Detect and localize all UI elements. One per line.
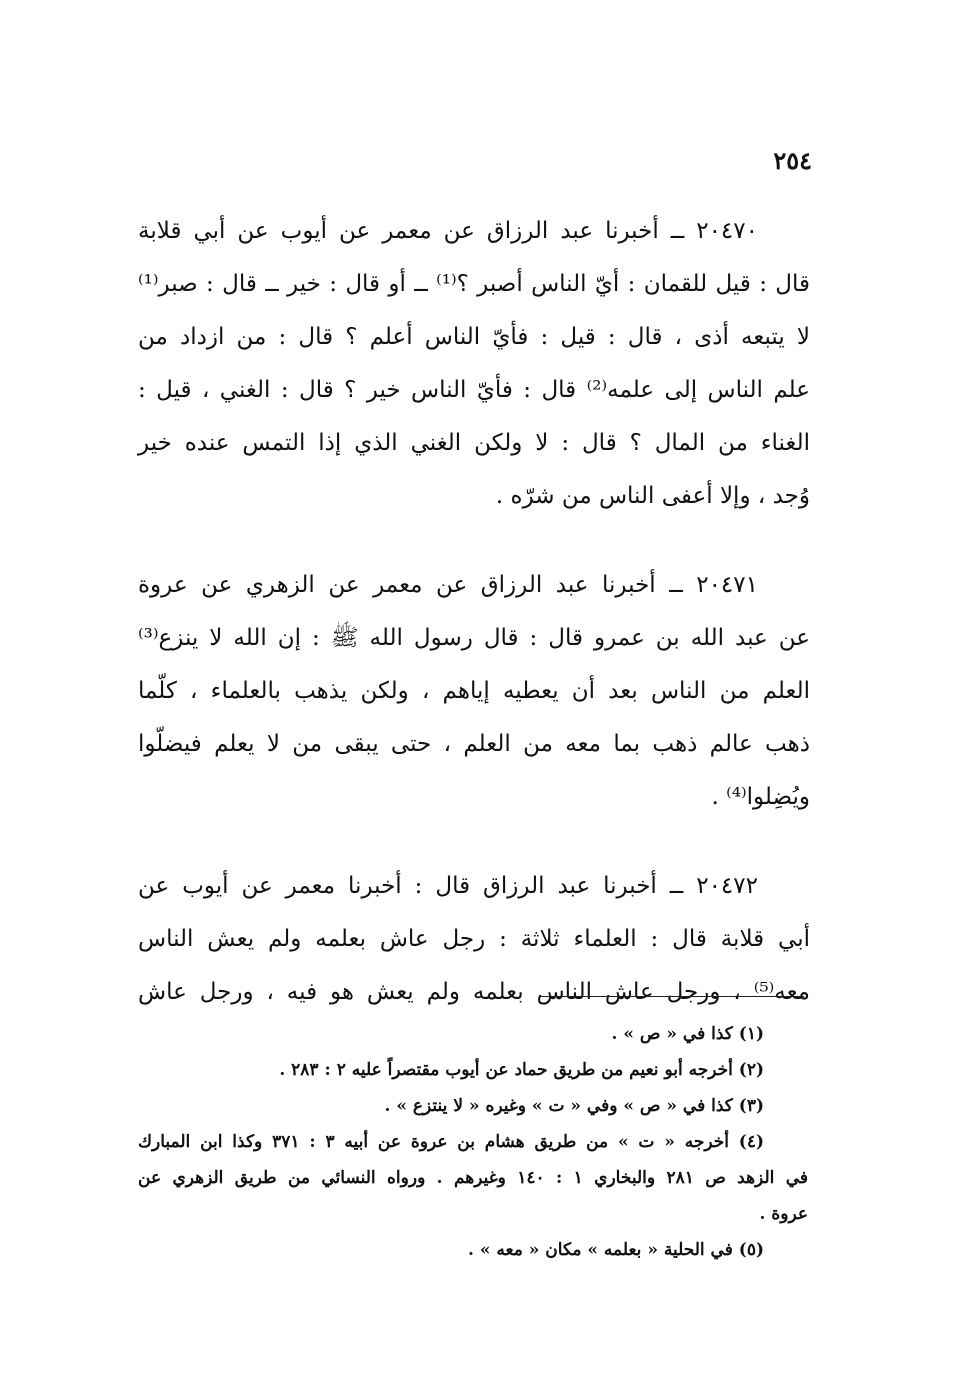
footnote-4: (٤) أخرجه « ت » من طريق هشام بن عروة عن أبيه ٣ : ٣٧١ وكذا ابن المبارك bbox=[138, 1132, 764, 1152]
text-line: ويُضِلوا⁽⁴⁾ . bbox=[711, 784, 810, 810]
footnote-4-continued: في الزهد ص ٢٨١ والبخاري ١ : ١٤٠ وغيرهم . ورواه النسائي من طريق الزهري عن bbox=[138, 1168, 809, 1188]
footnote-5: (٥) في الحلية « بعلمه » مكان « معه » . bbox=[468, 1240, 764, 1260]
text-line: الغناء من المال ؟ قال : لا ولكن الغني الذي إذا التمس عنده خير bbox=[138, 430, 810, 456]
page-number: ٢٥٤ bbox=[773, 146, 812, 175]
text-line: قال : قيل للقمان : أيّ الناس أصبر ؟⁽¹⁾ ــ أو قال : خير ــ قال : صبر⁽¹⁾ bbox=[138, 271, 811, 297]
footnote-2: (٢) أخرجه أبو نعيم من طريق حماد عن أيوب مقتصراً عليه ٢ : ٢٨٣ . bbox=[279, 1060, 764, 1080]
main-text bbox=[138, 205, 810, 1055]
text-line: عن عبد الله بن عمرو قال : قال رسول الله ﷺ : إن الله لا ينزع⁽³⁾ bbox=[138, 625, 810, 651]
footnote-4-end: عروة . bbox=[759, 1204, 808, 1224]
text-line: ذهب عالم ذهب بما معه من العلم ، حتى يبقى من لا يعلم فيضلّوا bbox=[138, 731, 810, 757]
text-line: وُجد ، وإلا أعفى الناس من شرّه . bbox=[495, 483, 810, 509]
footnote-1: (١) كذا في « ص » . bbox=[611, 1024, 764, 1044]
text-line: أبي قلابة قال : العلماء ثلاثة : رجل عاش بعلمه ولم يعش الناس bbox=[138, 926, 810, 952]
text-line: ٢٠٤٧٠ ــ أخبرنا عبد الرزاق عن معمر عن أيوب عن أبي قلابة bbox=[138, 218, 758, 244]
text-line: ٢٠٤٧١ ــ أخبرنا عبد الرزاق عن معمر عن الزهري عن عروة bbox=[138, 572, 758, 598]
hadith-20471 bbox=[138, 559, 810, 824]
footnote-divider bbox=[540, 996, 804, 997]
footnote-3: (٣) كذا في « ص » وفي « ت » وغيره « لا ينتزع » . bbox=[384, 1096, 764, 1116]
footnotes bbox=[138, 1016, 808, 1268]
text-line: ٢٠٤٧٢ ــ أخبرنا عبد الرزاق قال : أخبرنا معمر عن أيوب عن bbox=[138, 873, 758, 899]
text-line: علم الناس إلى علمه⁽²⁾ قال : فأيّ الناس خير ؟ قال : الغني ، قيل : bbox=[138, 377, 810, 403]
text-line: لا يتبعه أذى ، قال : قيل : فأيّ الناس أعلم ؟ قال : من ازداد من bbox=[138, 324, 810, 350]
text-line: العلم من الناس بعد أن يعطيه إياهم ، ولكن يذهب بالعلماء ، كلّما bbox=[138, 678, 810, 704]
text-line: معه⁽⁵⁾ ، ورجل عاش الناس بعلمه ولم يعش هو فيه ، ورجل عاش bbox=[138, 979, 810, 1005]
hadith-20470 bbox=[138, 205, 810, 523]
